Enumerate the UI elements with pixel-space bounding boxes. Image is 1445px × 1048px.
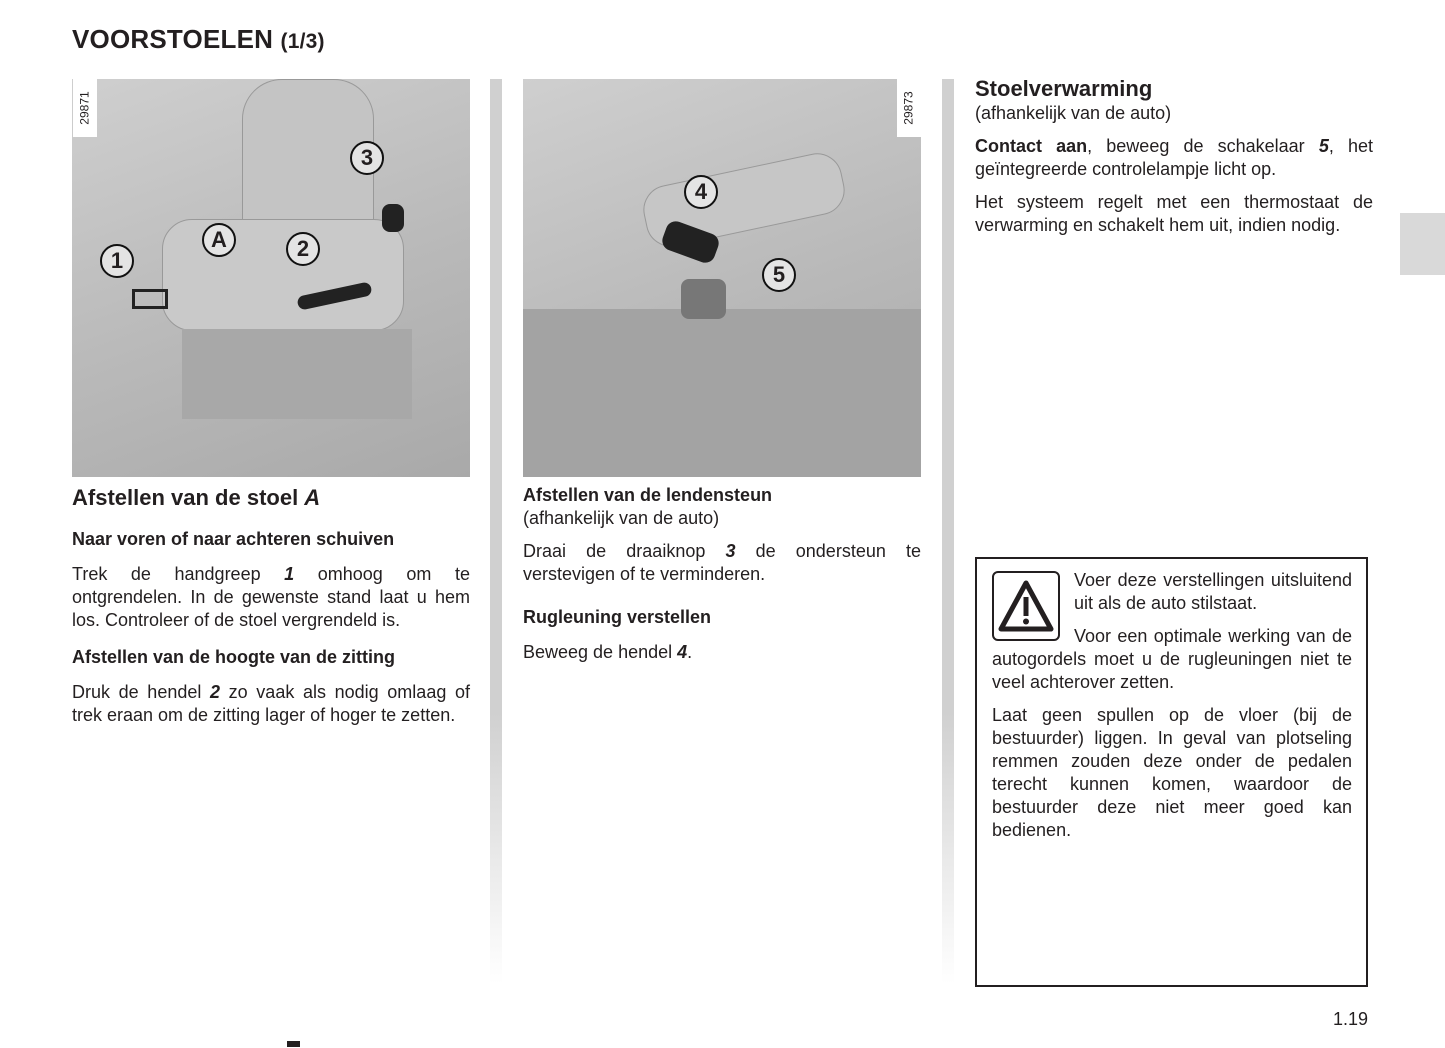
page-title <box>72 24 325 55</box>
callout-2: 2 <box>286 232 320 266</box>
heading-ref: A <box>304 485 321 510</box>
paragraph <box>72 681 470 727</box>
paragraph <box>72 563 470 632</box>
callout-a: A <box>202 223 236 257</box>
paragraph: Het systeem regelt met een thermostaat de verwarming en schakelt hem uit, indien nodig. <box>975 192 1373 235</box>
figure-ref-text: 29871 <box>78 91 92 125</box>
column-divider <box>490 79 502 984</box>
subheading: Afstellen van de lendensteun <box>523 485 773 505</box>
callout-4: 4 <box>684 175 718 209</box>
ref: 3 <box>725 541 736 561</box>
warning-box <box>975 557 1368 987</box>
warning-text: Voer deze verstellingen uitsluitend uit als de auto stilstaat. <box>1074 570 1352 613</box>
section-heading <box>72 484 470 512</box>
page-number: 1.19 <box>1333 1009 1369 1029</box>
subheading: Afstellen van de hoogte van de zitting <box>72 647 396 667</box>
section-heading: Stoelverwarming <box>975 76 1153 101</box>
paragraph <box>523 540 921 586</box>
text: Druk de hendel <box>72 682 210 702</box>
warning-text: Voor een optimale werking van de autogordels moet u de rugleuningen niet te veel achterover zetten. <box>992 626 1352 692</box>
text: , beweeg de schakelaar <box>1087 136 1319 156</box>
warning-text: Laat geen spullen op de vloer (bij de bestuurder) liggen. In geval van plotseling remmen zouden deze onder de pedalen terecht kunnen komen, waardoor de bestuurder deze niet meer goed kan bedienen. <box>992 705 1352 840</box>
warning-triangle-icon <box>992 571 1060 641</box>
text: . <box>687 642 693 662</box>
title-main: VOORSTOELEN <box>72 24 274 54</box>
ref: 5 <box>1318 136 1329 156</box>
callout-1: 1 <box>100 244 134 278</box>
text: omhoog om te ontgrendelen. In de gewenste stand laat u hem los. Controleer of de stoel vergrendeld is. <box>72 564 470 630</box>
ref: 1 <box>284 564 295 584</box>
armrest-illustration <box>523 79 921 477</box>
paragraph <box>975 135 1373 181</box>
heading-text: Afstellen van de stoel <box>72 485 305 510</box>
figure-ref-text: 29873 <box>902 91 916 125</box>
bold-text: Contact aan <box>975 136 1088 156</box>
text: Beweeg de hendel <box>523 642 678 662</box>
chapter-tab <box>1400 213 1445 275</box>
text: zo vaak als nodig omlaag of trek eraan om de zitting lager of hoger te zetten. <box>72 682 470 725</box>
callout-5: 5 <box>762 258 796 292</box>
subtitle: (afhankelijk van de auto) <box>523 508 720 528</box>
text: Draai de draaiknop <box>523 541 726 561</box>
text: de ondersteun te verstevigen of te verminderen. <box>523 541 921 584</box>
paragraph <box>523 641 921 664</box>
figure-ref <box>897 79 921 137</box>
column-seat-adjustment <box>72 484 470 737</box>
text: , het geïntegreerde controlelampje licht op. <box>975 136 1373 179</box>
column-divider <box>942 79 954 984</box>
title-part: (1/3) <box>280 30 325 53</box>
callout-3: 3 <box>350 141 384 175</box>
column-seat-heating <box>975 76 1373 247</box>
page-mark <box>287 1041 300 1047</box>
subtitle: (afhankelijk van de auto) <box>975 103 1172 123</box>
figure-ref <box>73 79 97 137</box>
seat-adjustment-illustration <box>72 79 470 477</box>
text: Trek de handgreep <box>72 564 285 584</box>
ref: 2 <box>210 682 221 702</box>
ref: 4 <box>677 642 688 662</box>
subheading: Rugleuning verstellen <box>523 607 712 627</box>
subheading: Naar voren of naar achteren schuiven <box>72 529 395 549</box>
column-lumbar-backrest <box>523 484 921 674</box>
